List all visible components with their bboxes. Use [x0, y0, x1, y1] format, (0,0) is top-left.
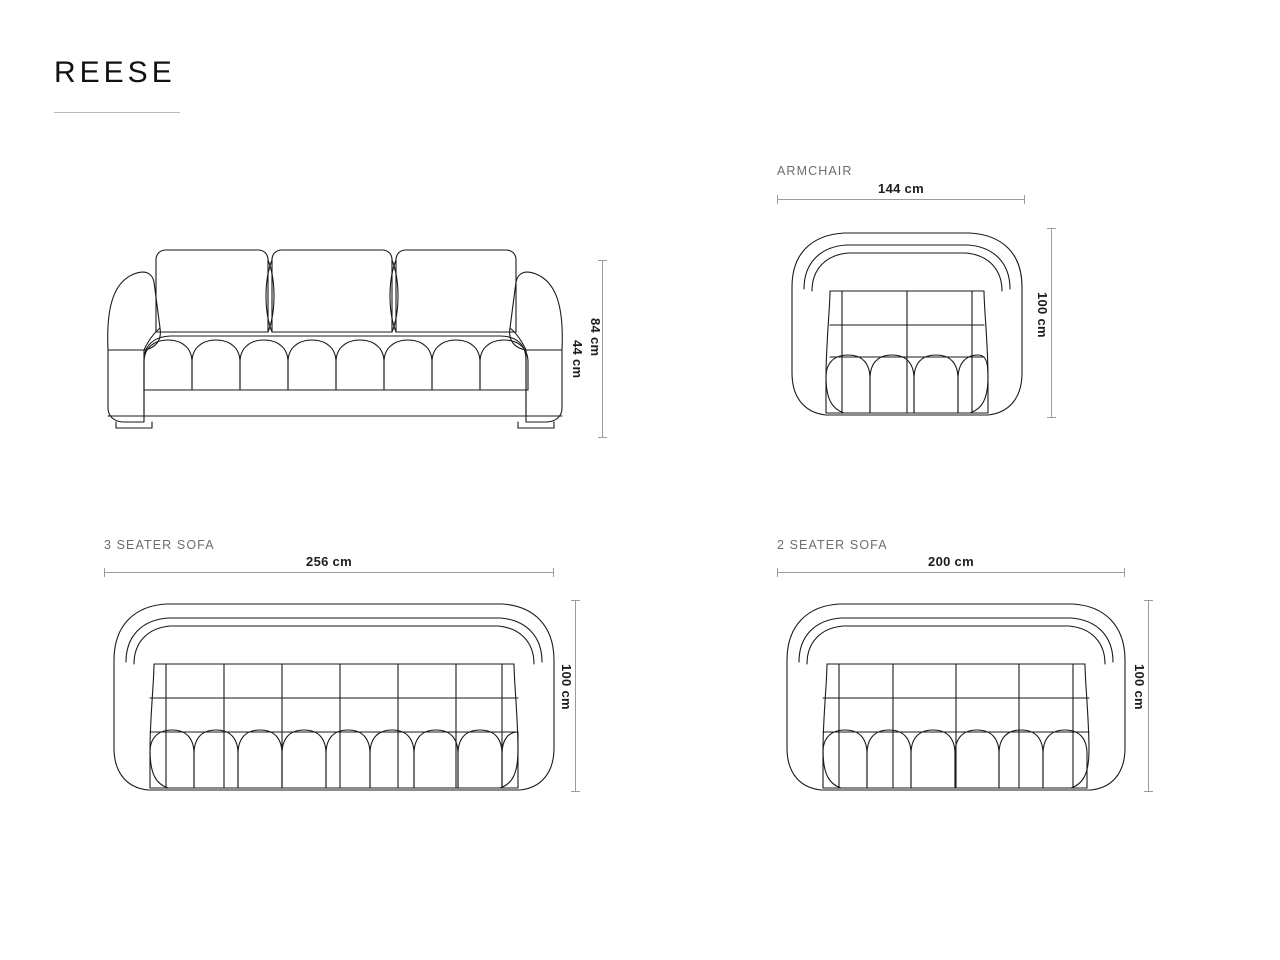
- dimension-line-depth-100-two-seater: [1148, 600, 1149, 792]
- page-title: REESE: [54, 56, 176, 89]
- dimension-value-depth-100-armchair: 100 cm: [1035, 292, 1050, 338]
- armchair-top-view-drawing: [782, 227, 1032, 422]
- view-label-three-seater: 3 SEATER SOFA: [104, 538, 215, 552]
- sofa-front-elevation-drawing: [100, 240, 570, 440]
- sofa-2-seater-top-view-drawing: [781, 598, 1131, 798]
- view-two-seater-top: [777, 538, 1197, 818]
- dimension-line-depth-100-armchair: [1051, 228, 1052, 418]
- dimension-value-width-256: 256 cm: [306, 554, 352, 569]
- dimension-value-width-200: 200 cm: [928, 554, 974, 569]
- dimension-value-height-84: 84 cm: [588, 318, 603, 357]
- title-divider: [54, 112, 180, 113]
- dimension-value-height-44: 44 cm: [570, 340, 585, 379]
- view-armchair-top: [777, 164, 1197, 434]
- sofa-3-seater-top-view-drawing: [108, 598, 560, 798]
- dimension-value-width-144: 144 cm: [878, 181, 924, 196]
- view-front-elevation: [100, 240, 620, 450]
- view-three-seater-top: [104, 538, 624, 818]
- dimension-line-width-256: [104, 572, 554, 573]
- view-label-armchair: ARMCHAIR: [777, 164, 853, 178]
- page-title-block: [54, 58, 180, 113]
- view-label-two-seater: 2 SEATER SOFA: [777, 538, 888, 552]
- dimension-value-depth-100-three-seater: 100 cm: [559, 664, 574, 710]
- dimension-line-width-144: [777, 199, 1025, 200]
- dimension-line-width-200: [777, 572, 1125, 573]
- dimension-value-depth-100-two-seater: 100 cm: [1132, 664, 1147, 710]
- dimension-line-depth-100-three-seater: [575, 600, 576, 792]
